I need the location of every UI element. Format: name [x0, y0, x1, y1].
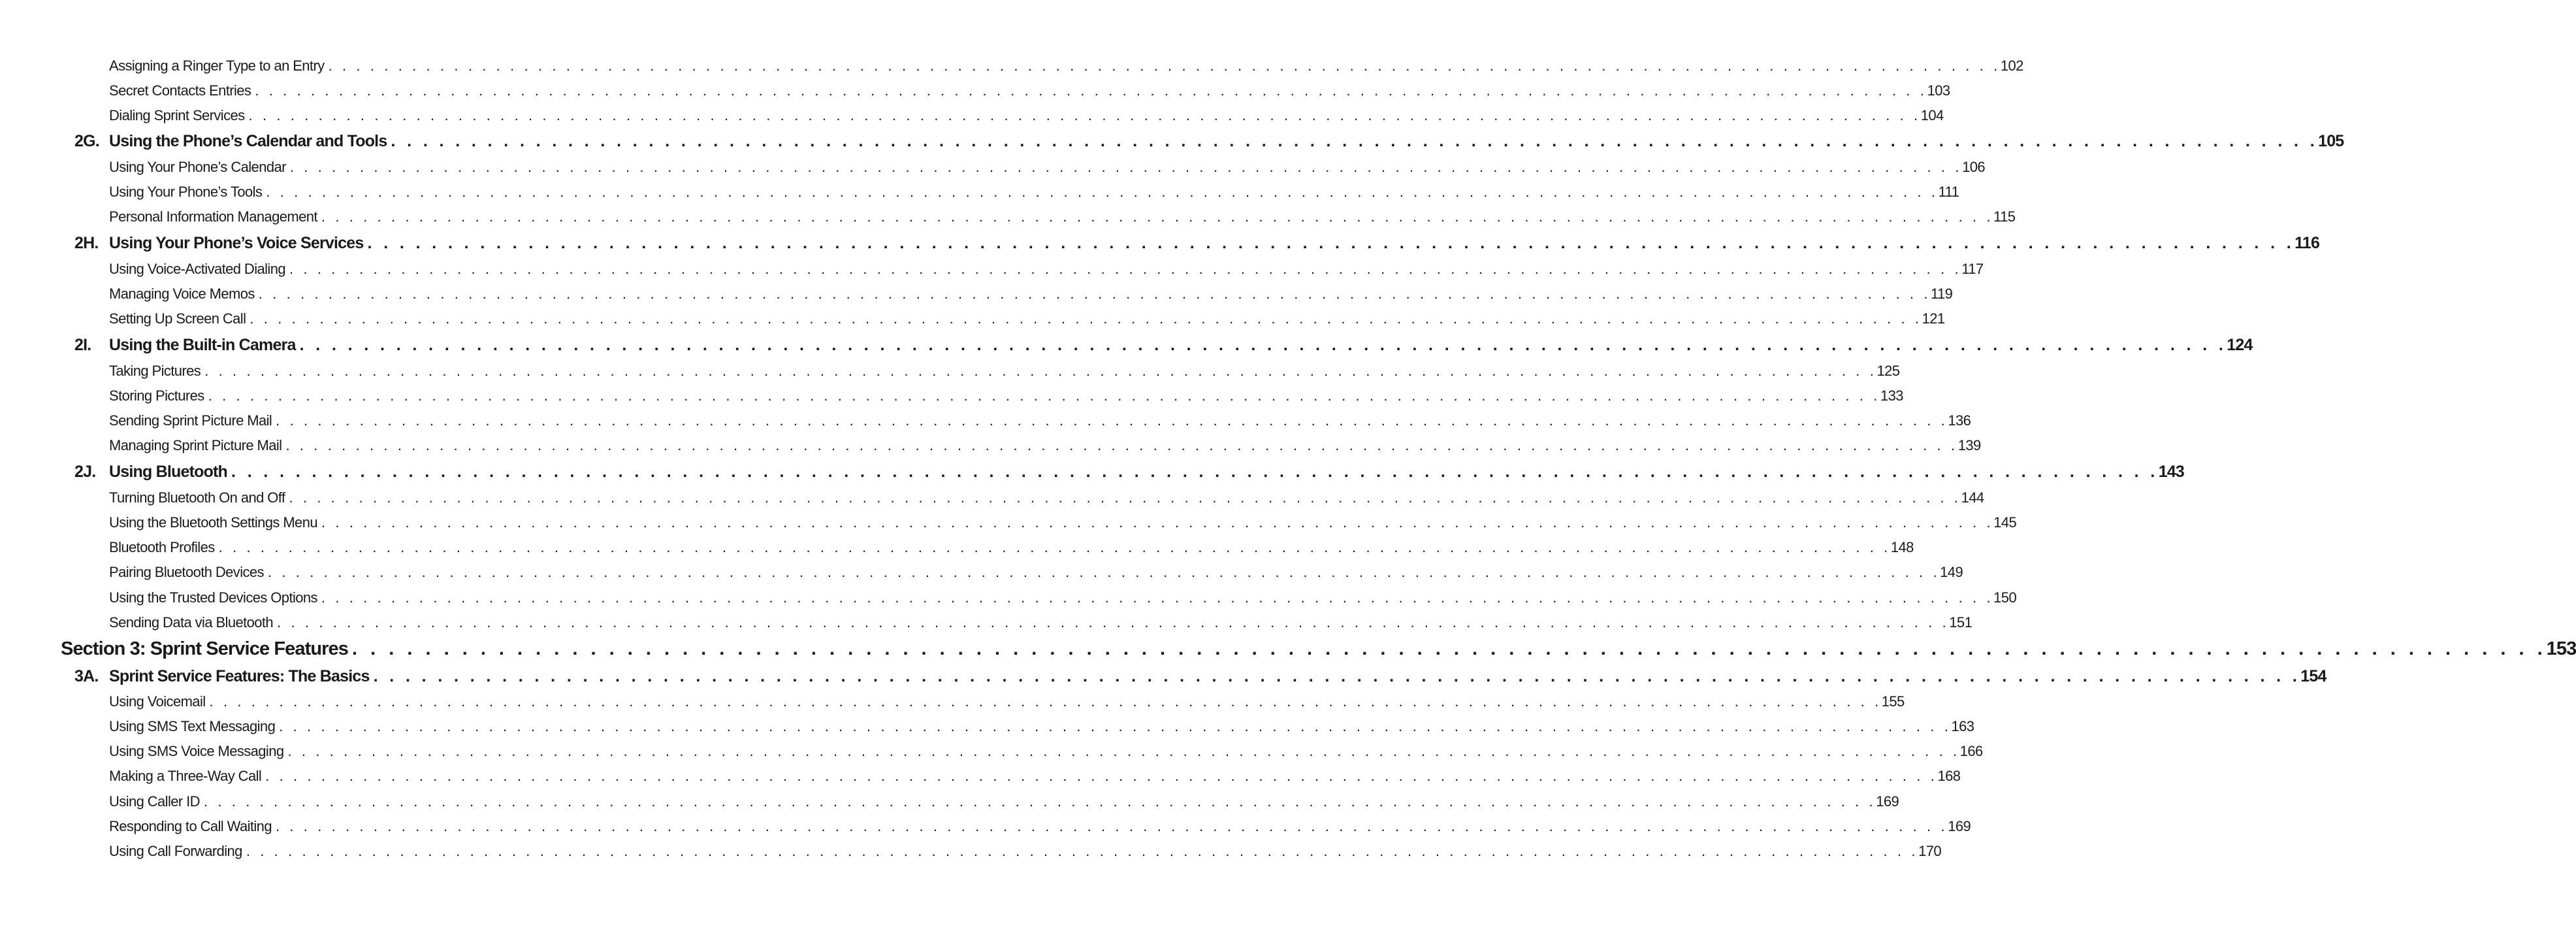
entry-title: Using Your Phone’s Tools [109, 184, 263, 200]
toc-entry[interactable] [109, 184, 1959, 201]
chapter-code: 2J. [74, 463, 96, 481]
entry-title: Bluetooth Profiles [109, 539, 215, 555]
entry-title: Sending Data via Bluetooth [109, 614, 274, 631]
page-number: 117 [1961, 261, 1984, 277]
toc-entry[interactable] [109, 589, 2017, 606]
page-number: 116 [2294, 234, 2320, 252]
toc-entry[interactable] [109, 514, 2017, 531]
entry-title: Setting Up Screen Call [109, 310, 246, 327]
dot-leader: . . . . . . . . . . . . . . . . . . . . . . . . . . . . . . . . . . . . . . . . . . . . . . . . . . . . . . . . . . . . . . . . . . . . . . . . . . . . . . . . . . . . . . . . . . . . . . . . . . . . . . . . . . . . . . . . . . . . . . . . [250, 310, 1922, 327]
entry-title: Making a Three-Way Call [109, 768, 262, 784]
dot-leader: . . . . . . . . . . . . . . . . . . . . . . . . . . . . . . . . . . . . . . . . . . . . . . . . . . . . . . . . . . . . . . . . . . . . . . . . . . . . . . . . . . . . . . . . . . . . . . . . . . . . . . . . . . . . . . . . . . . . . . . . [321, 589, 1994, 606]
entry-title: Using Caller ID [109, 793, 200, 810]
entry-title: Using the Trusted Devices Options [109, 589, 317, 606]
page-number: 169 [1948, 818, 1971, 834]
toc-entry[interactable] [109, 768, 1961, 785]
page-number: 111 [1938, 184, 1959, 200]
entry-title: Using the Built-in Camera [109, 336, 296, 354]
page-number: 115 [1993, 208, 2016, 225]
page-number: 149 [1940, 564, 1963, 580]
page-number: 169 [1876, 793, 1899, 810]
dot-leader: . . . . . . . . . . . . . . . . . . . . . . . . . . . . . . . . . . . . . . . . . . . . . . . . . . . . . . . . . . . . . . . . . . . . . . . . . . . . . . . . . . . . . . . . . . . . . . . . . . . . . . . . . . . . . . . . . . . . . . . . [289, 489, 1961, 506]
chapter-code: 2H. [74, 234, 99, 252]
page-number: 148 [1890, 539, 1914, 555]
dot-leader: . . . . . . . . . . . . . . . . . . . . . . . . . . . . . . . . . . . . . . . . . . . . . . . . . . . . . . . . . . . . . . . . . . . . . . . . . . . . . . . . . . . . . . . . . . . . . . . . . . . . . . . . . . . . . . . . . . . . . . . . [328, 57, 2001, 74]
toc-entry[interactable] [109, 539, 1914, 556]
chapter-code: 2G. [74, 132, 99, 150]
dot-leader: . . . . . . . . . . . . . . . . . . . . . . . . . . . . . . . . . . . . . . . . . . . . . . . . . . . . . . . . . . . . . . . . . . . . . . . . . . . . . . . . . . . . . . . . . . . . . . . . . . . . . . . . . . . . . . . . . . . . . . . . [352, 638, 2547, 659]
dot-leader: . . . . . . . . . . . . . . . . . . . . . . . . . . . . . . . . . . . . . . . . . . . . . . . . . . . . . . . . . . . . . . . . . . . . . . . . . . . . . . . . . . . . . . . . . . . . . . . . . . . . . . . . . . . . . . . . . . . . . . . . [266, 184, 1939, 200]
dot-leader: . . . . . . . . . . . . . . . . . . . . . . . . . . . . . . . . . . . . . . . . . . . . . . . . . . . . . . . . . . . . . . . . . . . . . . . . . . . . . . . . . . . . . . . . . . . . . . . . . . . . . . . . . . . . . . . . . . . . . . . . [231, 463, 2159, 481]
page-number: 150 [1993, 589, 2017, 606]
toc-entry[interactable] [109, 310, 1945, 327]
toc-entry[interactable] [109, 743, 1983, 760]
page-number: 133 [1880, 387, 1903, 404]
entry-title: Using SMS Voice Messaging [109, 743, 284, 759]
toc-entry[interactable] [109, 412, 1971, 429]
entry-title: Dialing Sprint Services [109, 107, 245, 123]
page-number: 168 [1937, 768, 1961, 784]
toc-chapter[interactable] [74, 234, 2320, 253]
page-number: 144 [1961, 489, 1984, 506]
toc-entry[interactable] [109, 107, 1944, 124]
page-number: 153 [2546, 638, 2576, 659]
dot-leader: . . . . . . . . . . . . . . . . . . . . . . . . . . . . . . . . . . . . . . . . . . . . . . . . . . . . . . . . . . . . . . . . . . . . . . . . . . . . . . . . . . . . . . . . . . . . . . . . . . . . . . . . . . . . . . . . . . . . . . . . [276, 412, 1948, 429]
entry-title: Turning Bluetooth On and Off [109, 489, 285, 506]
entry-title: Using Your Phone’s Voice Services [109, 234, 364, 252]
page-number: 163 [1951, 718, 1974, 734]
dot-leader: . . . . . . . . . . . . . . . . . . . . . . . . . . . . . . . . . . . . . . . . . . . . . . . . . . . . . . . . . . . . . . . . . . . . . . . . . . . . . . . . . . . . . . . . . . . . . . . . . . . . . . . . . . . . . . . . . . . . . . . . [265, 768, 1938, 784]
toc-entry[interactable] [109, 818, 1971, 835]
page-number: 139 [1957, 437, 1981, 453]
page-number: 170 [1918, 843, 1941, 859]
dot-leader: . . . . . . . . . . . . . . . . . . . . . . . . . . . . . . . . . . . . . . . . . . . . . . . . . . . . . . . . . . . . . . . . . . . . . . . . . . . . . . . . . . . . . . . . . . . . . . . . . . . . . . . . . . . . . . . . . . . . . . . . [218, 539, 1891, 555]
toc-chapter[interactable] [74, 463, 2184, 482]
toc-entry[interactable] [109, 489, 1984, 506]
entry-title: Section 3: Sprint Service Features [61, 638, 349, 659]
entry-title: Sprint Service Features: The Basics [109, 667, 370, 685]
dot-leader: . . . . . . . . . . . . . . . . . . . . . . . . . . . . . . . . . . . . . . . . . . . . . . . . . . . . . . . . . . . . . . . . . . . . . . . . . . . . . . . . . . . . . . . . . . . . . . . . . . . . . . . . . . . . . . . . . . . . . . . . [321, 514, 1994, 531]
toc-section[interactable] [61, 638, 2576, 660]
page-number: 105 [2318, 132, 2344, 150]
page-number: 151 [1949, 614, 1972, 631]
dot-leader: . . . . . . . . . . . . . . . . . . . . . . . . . . . . . . . . . . . . . . . . . . . . . . . . . . . . . . . . . . . . . . . . . . . . . . . . . . . . . . . . . . . . . . . . . . . . . . . . . . . . . . . . . . . . . . . . . . . . . . . . [287, 743, 1960, 759]
entry-title: Using Call Forwarding [109, 843, 242, 859]
entry-title: Responding to Call Waiting [109, 818, 272, 834]
entry-title: Using the Bluetooth Settings Menu [109, 514, 317, 531]
chapter-code: 2I. [74, 336, 91, 354]
dot-leader: . . . . . . . . . . . . . . . . . . . . . . . . . . . . . . . . . . . . . . . . . . . . . . . . . . . . . . . . . . . . . . . . . . . . . . . . . . . . . . . . . . . . . . . . . . . . . . . . . . . . . . . . . . . . . . . . . . . . . . . . [391, 132, 2319, 150]
dot-leader: . . . . . . . . . . . . . . . . . . . . . . . . . . . . . . . . . . . . . . . . . . . . . . . . . . . . . . . . . . . . . . . . . . . . . . . . . . . . . . . . . . . . . . . . . . . . . . . . . . . . . . . . . . . . . . . . . . . . . . . . [275, 818, 1948, 834]
toc-entry[interactable] [109, 564, 1963, 581]
dot-leader: . . . . . . . . . . . . . . . . . . . . . . . . . . . . . . . . . . . . . . . . . . . . . . . . . . . . . . . . . . . . . . . . . . . . . . . . . . . . . . . . . . . . . . . . . . . . . . . . . . . . . . . . . . . . . . . . . . . . . . . . [246, 843, 1919, 859]
toc-entry[interactable] [109, 208, 2016, 225]
toc-entry[interactable] [109, 57, 2023, 74]
entry-title: Pairing Bluetooth Devices [109, 564, 264, 580]
dot-leader: . . . . . . . . . . . . . . . . . . . . . . . . . . . . . . . . . . . . . . . . . . . . . . . . . . . . . . . . . . . . . . . . . . . . . . . . . . . . . . . . . . . . . . . . . . . . . . . . . . . . . . . . . . . . . . . . . . . . . . . . [277, 614, 1950, 631]
dot-leader: . . . . . . . . . . . . . . . . . . . . . . . . . . . . . . . . . . . . . . . . . . . . . . . . . . . . . . . . . . . . . . . . . . . . . . . . . . . . . . . . . . . . . . . . . . . . . . . . . . . . . . . . . . . . . . . . . . . . . . . . [258, 286, 1931, 302]
page-number: 104 [1920, 107, 1944, 123]
page-number: 102 [2000, 57, 2023, 74]
toc-entry[interactable] [109, 387, 1903, 404]
entry-title: Managing Voice Memos [109, 286, 255, 302]
page-number: 166 [1959, 743, 1983, 759]
page-number: 106 [1962, 159, 1985, 175]
dot-leader: . . . . . . . . . . . . . . . . . . . . . . . . . . . . . . . . . . . . . . . . . . . . . . . . . . . . . . . . . . . . . . . . . . . . . . . . . . . . . . . . . . . . . . . . . . . . . . . . . . . . . . . . . . . . . . . . . . . . . . . . [373, 667, 2301, 685]
toc-entry[interactable] [109, 286, 1953, 303]
page-number: 136 [1948, 412, 1971, 429]
entry-title: Storing Pictures [109, 387, 204, 404]
toc-entry[interactable] [109, 693, 1905, 710]
dot-leader: . . . . . . . . . . . . . . . . . . . . . . . . . . . . . . . . . . . . . . . . . . . . . . . . . . . . . . . . . . . . . . . . . . . . . . . . . . . . . . . . . . . . . . . . . . . . . . . . . . . . . . . . . . . . . . . . . . . . . . . . [267, 564, 1940, 580]
toc-entry[interactable] [109, 82, 1950, 99]
page-number: 103 [1927, 82, 1950, 99]
page-number: 119 [1931, 286, 1953, 302]
toc-chapter[interactable] [74, 667, 2326, 686]
toc-entry[interactable] [109, 614, 1972, 631]
page-number: 145 [1993, 514, 2017, 531]
toc-entry[interactable] [109, 718, 1974, 735]
toc-entry[interactable] [109, 793, 1899, 810]
toc-entry[interactable] [109, 363, 1900, 380]
page-number: 154 [2300, 667, 2326, 685]
toc-entry[interactable] [109, 159, 1985, 176]
dot-leader: . . . . . . . . . . . . . . . . . . . . . . . . . . . . . . . . . . . . . . . . . . . . . . . . . . . . . . . . . . . . . . . . . . . . . . . . . . . . . . . . . . . . . . . . . . . . . . . . . . . . . . . . . . . . . . . . . . . . . . . . [255, 82, 1927, 99]
dot-leader: . . . . . . . . . . . . . . . . . . . . . . . . . . . . . . . . . . . . . . . . . . . . . . . . . . . . . . . . . . . . . . . . . . . . . . . . . . . . . . . . . . . . . . . . . . . . . . . . . . . . . . . . . . . . . . . . . . . . . . . . [367, 234, 2295, 252]
entry-title: Using Voicemail [109, 693, 206, 710]
dot-leader: . . . . . . . . . . . . . . . . . . . . . . . . . . . . . . . . . . . . . . . . . . . . . . . . . . . . . . . . . . . . . . . . . . . . . . . . . . . . . . . . . . . . . . . . . . . . . . . . . . . . . . . . . . . . . . . . . . . . . . . . [321, 208, 1994, 225]
page-number: 121 [1922, 310, 1945, 327]
entry-title: Sending Sprint Picture Mail [109, 412, 272, 429]
toc-entry[interactable] [109, 437, 1981, 454]
entry-title: Assigning a Ringer Type to an Entry [109, 57, 325, 74]
dot-leader: . . . . . . . . . . . . . . . . . . . . . . . . . . . . . . . . . . . . . . . . . . . . . . . . . . . . . . . . . . . . . . . . . . . . . . . . . . . . . . . . . . . . . . . . . . . . . . . . . . . . . . . . . . . . . . . . . . . . . . . . [209, 693, 1882, 710]
dot-leader: . . . . . . . . . . . . . . . . . . . . . . . . . . . . . . . . . . . . . . . . . . . . . . . . . . . . . . . . . . . . . . . . . . . . . . . . . . . . . . . . . . . . . . . . . . . . . . . . . . . . . . . . . . . . . . . . . . . . . . . . [285, 437, 1958, 453]
dot-leader: . . . . . . . . . . . . . . . . . . . . . . . . . . . . . . . . . . . . . . . . . . . . . . . . . . . . . . . . . . . . . . . . . . . . . . . . . . . . . . . . . . . . . . . . . . . . . . . . . . . . . . . . . . . . . . . . . . . . . . . . [289, 261, 1962, 277]
entry-title: Using SMS Text Messaging [109, 718, 276, 734]
toc-entry[interactable] [109, 843, 1941, 860]
page-number: 124 [2227, 336, 2253, 354]
dot-leader: . . . . . . . . . . . . . . . . . . . . . . . . . . . . . . . . . . . . . . . . . . . . . . . . . . . . . . . . . . . . . . . . . . . . . . . . . . . . . . . . . . . . . . . . . . . . . . . . . . . . . . . . . . . . . . . . . . . . . . . . [299, 336, 2227, 354]
toc-chapter[interactable] [74, 336, 2253, 355]
entry-title: Managing Sprint Picture Mail [109, 437, 282, 453]
dot-leader: . . . . . . . . . . . . . . . . . . . . . . . . . . . . . . . . . . . . . . . . . . . . . . . . . . . . . . . . . . . . . . . . . . . . . . . . . . . . . . . . . . . . . . . . . . . . . . . . . . . . . . . . . . . . . . . . . . . . . . . . [289, 159, 1963, 175]
dot-leader: . . . . . . . . . . . . . . . . . . . . . . . . . . . . . . . . . . . . . . . . . . . . . . . . . . . . . . . . . . . . . . . . . . . . . . . . . . . . . . . . . . . . . . . . . . . . . . . . . . . . . . . . . . . . . . . . . . . . . . . . [204, 363, 1877, 379]
page-number: 155 [1881, 693, 1905, 710]
entry-title: Using Bluetooth [109, 463, 228, 481]
entry-title: Taking Pictures [109, 363, 201, 379]
entry-title: Using the Phone’s Calendar and Tools [109, 132, 387, 150]
entry-title: Secret Contacts Entries [109, 82, 251, 99]
page-number: 125 [1876, 363, 1900, 379]
chapter-code: 3A. [74, 667, 99, 685]
entry-title: Using Voice-Activated Dialing [109, 261, 285, 277]
page-number: 143 [2158, 463, 2184, 481]
entry-title: Using Your Phone’s Calendar [109, 159, 286, 175]
dot-leader: . . . . . . . . . . . . . . . . . . . . . . . . . . . . . . . . . . . . . . . . . . . . . . . . . . . . . . . . . . . . . . . . . . . . . . . . . . . . . . . . . . . . . . . . . . . . . . . . . . . . . . . . . . . . . . . . . . . . . . . . [248, 107, 1921, 123]
entry-title: Personal Information Management [109, 208, 317, 225]
dot-leader: . . . . . . . . . . . . . . . . . . . . . . . . . . . . . . . . . . . . . . . . . . . . . . . . . . . . . . . . . . . . . . . . . . . . . . . . . . . . . . . . . . . . . . . . . . . . . . . . . . . . . . . . . . . . . . . . . . . . . . . . [203, 793, 1876, 810]
toc-chapter[interactable] [74, 132, 2344, 151]
toc-entry[interactable] [109, 261, 1984, 278]
dot-leader: . . . . . . . . . . . . . . . . . . . . . . . . . . . . . . . . . . . . . . . . . . . . . . . . . . . . . . . . . . . . . . . . . . . . . . . . . . . . . . . . . . . . . . . . . . . . . . . . . . . . . . . . . . . . . . . . . . . . . . . . [208, 387, 1880, 404]
dot-leader: . . . . . . . . . . . . . . . . . . . . . . . . . . . . . . . . . . . . . . . . . . . . . . . . . . . . . . . . . . . . . . . . . . . . . . . . . . . . . . . . . . . . . . . . . . . . . . . . . . . . . . . . . . . . . . . . . . . . . . . . [279, 718, 1952, 734]
